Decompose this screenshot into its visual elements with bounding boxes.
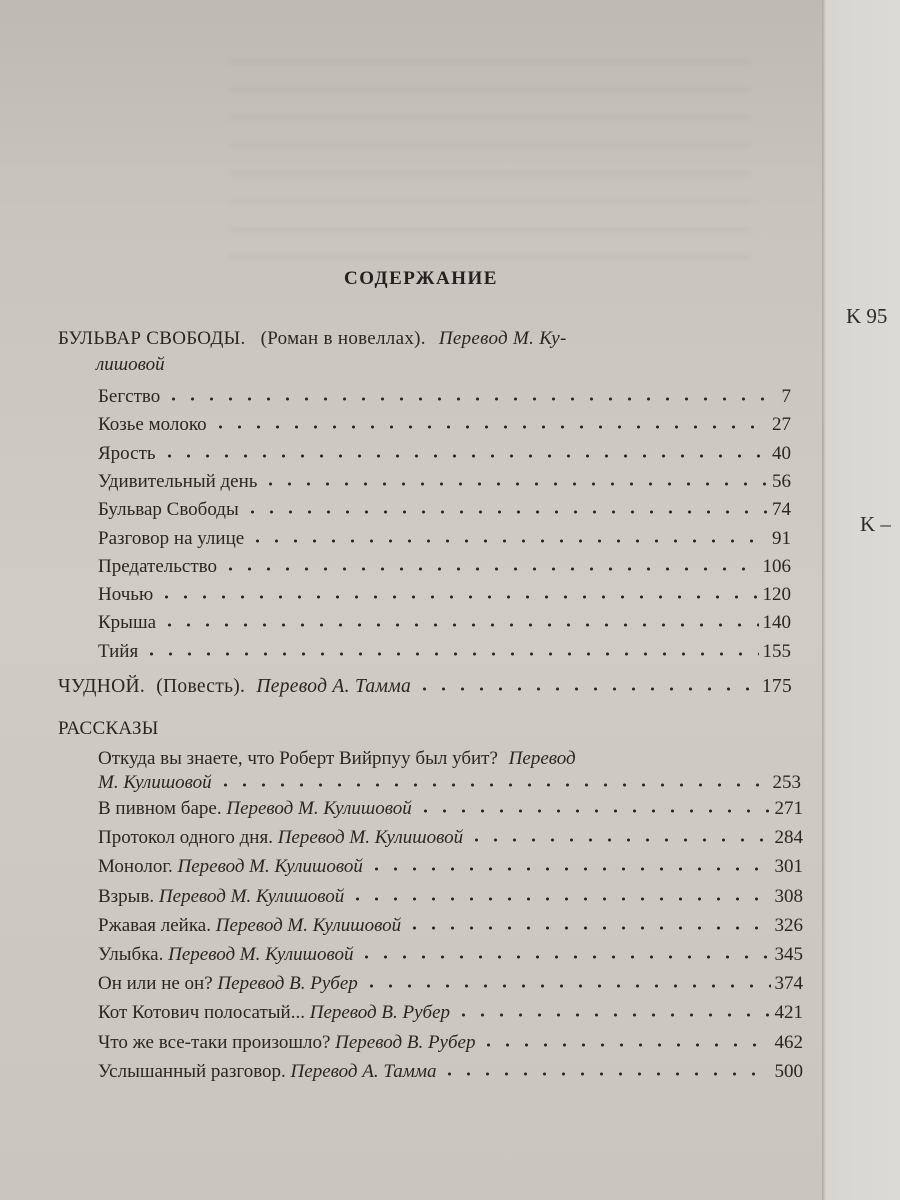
section-title: БУЛЬВАР СВОБОДЫ. (58, 328, 246, 349)
dot-leader (248, 536, 768, 544)
dot-leader (479, 1040, 770, 1048)
toc-title: СОДЕРЖАНИЕ (344, 268, 498, 289)
page-number: 345 (774, 944, 803, 965)
entry-label: ЧУДНОЙ. (Повесть). Перевод А. Тамма (58, 676, 411, 697)
dot-leader (467, 835, 770, 843)
page-number: 56 (772, 470, 791, 492)
dot-leader (348, 894, 770, 902)
dot-leader (454, 1010, 770, 1018)
dot-leader (357, 952, 770, 960)
dot-leader (157, 592, 758, 600)
entry-label: Протокол одного дня. Перевод М. Кулишовой (98, 827, 464, 849)
toc-entry-chapter (98, 471, 791, 493)
toc-entry-story (98, 944, 803, 966)
section-heading-stories: РАССКАЗЫ (58, 718, 159, 739)
dot-leader (221, 564, 759, 572)
toc-entry-chapter (98, 584, 791, 606)
toc-entry-chapter (98, 414, 791, 436)
dot-leader (261, 479, 768, 487)
page-number: 500 (774, 1060, 803, 1082)
entry-label: Ночью (98, 584, 154, 606)
dot-leader (405, 923, 770, 931)
entry-label: Улыбка. Перевод М. Кулишовой (98, 944, 354, 965)
dot-leader (216, 780, 769, 788)
dot-leader (160, 620, 758, 628)
page-number: 301 (774, 856, 803, 878)
toc-entry-chapter (98, 499, 791, 521)
entry-label: Взрыв. Перевод М. Кулишовой (98, 885, 345, 907)
toc-entry-story (98, 886, 803, 908)
entry-label: Что же все-таки произошло? Перевод В. Рубер (98, 1031, 476, 1053)
page-number: 462 (774, 1031, 803, 1053)
toc-entry-story (98, 1032, 803, 1054)
toc-entry-story (98, 1061, 803, 1083)
page-number: 91 (772, 527, 791, 549)
toc-entry-chapter (98, 386, 791, 408)
toc-entry-chapter (98, 556, 791, 578)
entry-label: Монолог. Перевод М. Кулишовой (98, 856, 363, 878)
toc-entry-story (98, 856, 803, 878)
entry-label: Тийя (98, 640, 139, 662)
entry-label: В пивном баре. Перевод М. Кулишовой (98, 798, 412, 819)
toc-entry-chapter (98, 443, 791, 465)
entry-label: Кот Котович полосатый... Перевод В. Рубер (98, 1002, 451, 1024)
entry-label: Ржавая лейка. Перевод М. Кулишовой (98, 914, 402, 936)
entry-label: Крыша (98, 612, 157, 634)
section-heading-boulevard (58, 328, 567, 350)
dot-leader (164, 394, 777, 402)
page-number: 253 (772, 772, 801, 793)
dot-leader (367, 864, 771, 872)
dot-leader (160, 451, 768, 459)
page-number: 120 (762, 584, 791, 606)
entry-label: Ярость (98, 442, 156, 464)
page-number: 326 (774, 914, 803, 936)
toc-entry-chudnoy (58, 676, 792, 698)
page-number: 40 (772, 442, 791, 464)
entry-label: Разговор на улице (98, 527, 245, 549)
toc-entry-chapter (98, 612, 791, 634)
section-genre: (Роман в новеллах). (260, 328, 426, 349)
page-number: 284 (774, 827, 803, 849)
page-number: 74 (772, 499, 791, 521)
toc-entry-story (98, 973, 803, 995)
page-number: 374 (774, 973, 803, 995)
toc-entry-story (98, 827, 803, 849)
entry-label: Услышанный разговор. Перевод А. Тамма (98, 1060, 437, 1082)
page-number: 308 (774, 885, 803, 907)
dot-leader (416, 806, 771, 814)
margin-note-middle: K – (860, 512, 891, 536)
margin-note-top: K 95 (846, 304, 888, 328)
page-number: 27 (772, 414, 791, 436)
story-title-multiline: Откуда вы знаете, что Роберт Вийрпуу был убит? Перевод (98, 748, 576, 769)
page-number: 175 (761, 676, 792, 697)
dot-leader (142, 649, 758, 657)
page-number: 7 (781, 386, 791, 407)
entry-label: Удивительный день (98, 470, 258, 492)
section-translation-continued: лишовой (96, 354, 165, 375)
toc-entry-story (98, 915, 803, 937)
toc-entry-chapter (98, 528, 791, 550)
toc-entry-story (98, 1002, 803, 1024)
entry-label: Он или не он? Перевод В. Рубер (98, 973, 358, 995)
entry-label: Бульвар Свободы (98, 499, 239, 521)
page-number: 140 (762, 612, 791, 634)
dot-leader (415, 684, 758, 692)
entry-label: Козье молоко (98, 414, 207, 436)
toc-entry-story (98, 798, 803, 820)
dot-leader (243, 507, 768, 515)
toc-entry-chapter (98, 641, 791, 663)
section-translation: Перевод М. Ку- (438, 328, 567, 349)
entry-label: Бегство (98, 386, 161, 407)
page-number: 271 (774, 798, 803, 819)
entry-label: Предательство (98, 555, 217, 577)
adjacent-page-edge (822, 0, 900, 1200)
dot-leader (211, 422, 768, 430)
toc-entry-story: М. Кулишовой 253 (98, 772, 801, 793)
page-number: 421 (774, 1002, 803, 1024)
dot-leader (362, 981, 771, 989)
page-number: 106 (762, 555, 791, 577)
dot-leader (440, 1069, 770, 1077)
page-number: 155 (762, 640, 791, 662)
